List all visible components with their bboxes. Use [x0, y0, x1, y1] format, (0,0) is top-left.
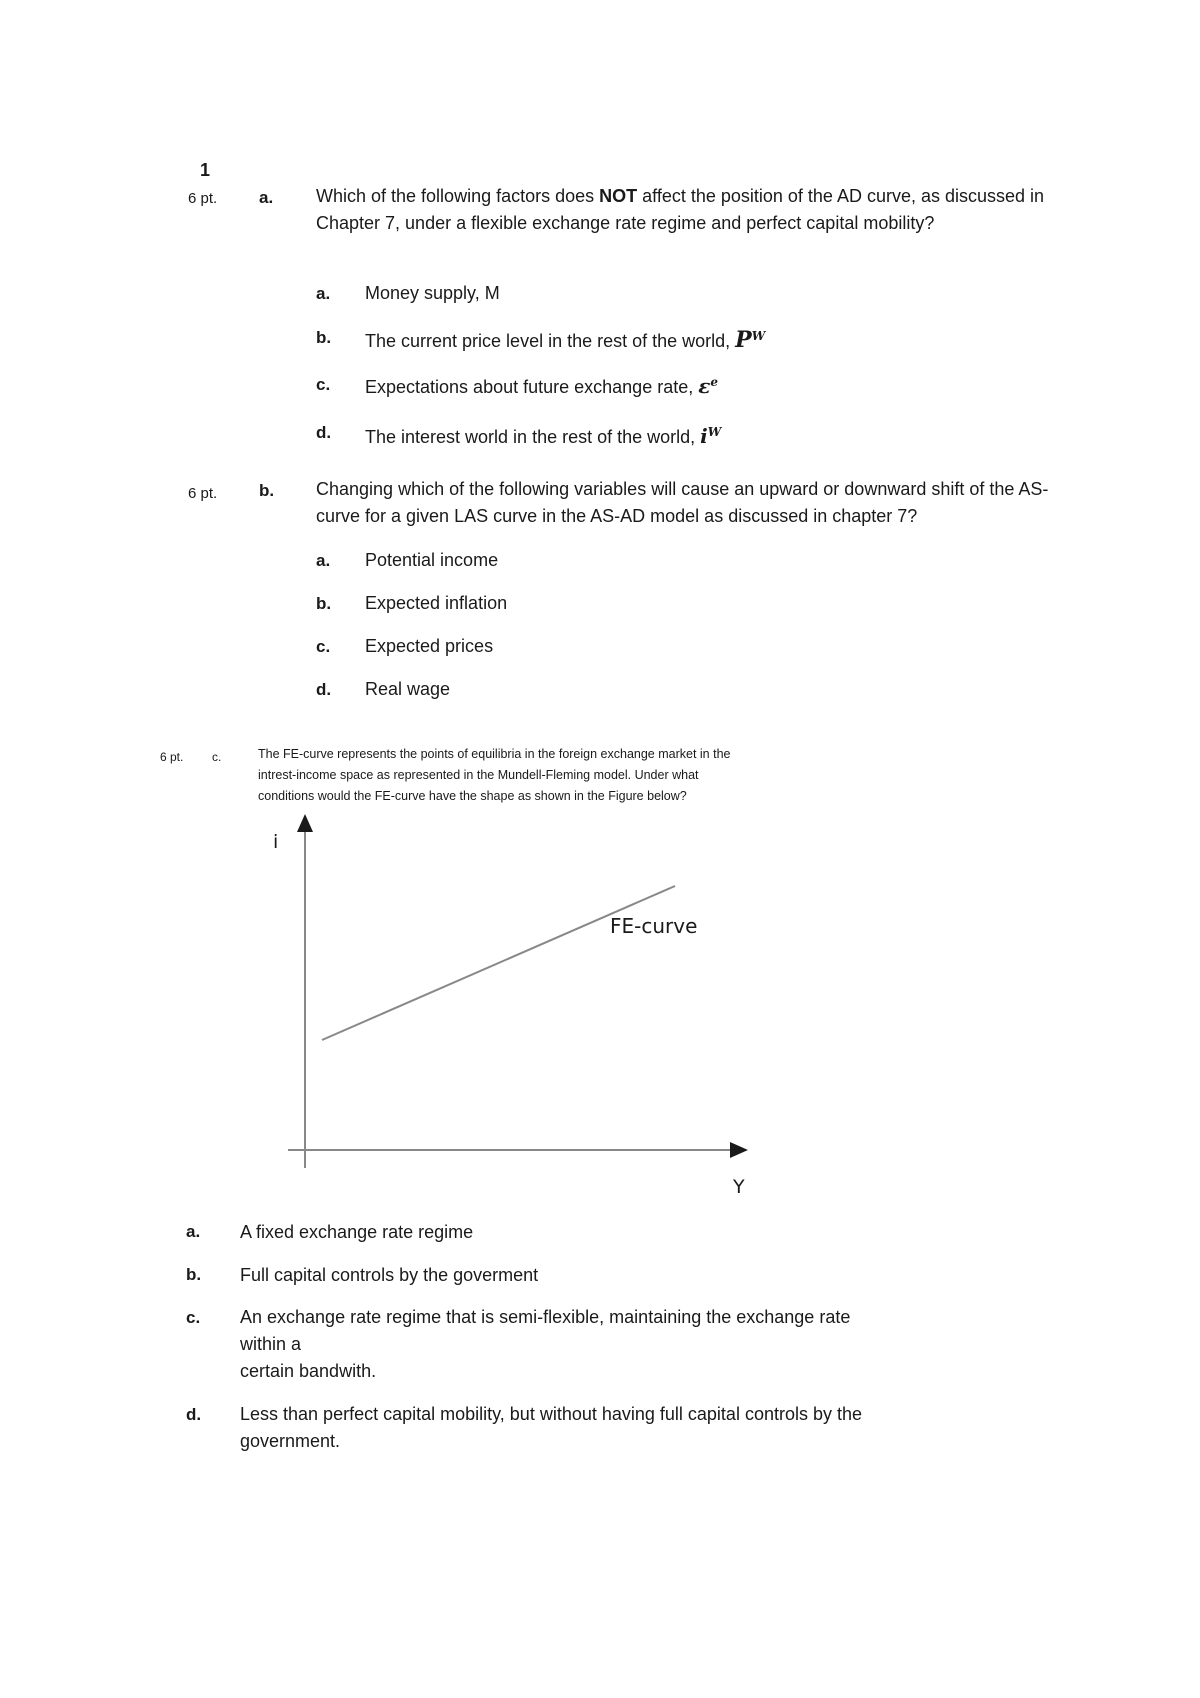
part-b-question: Changing which of the following variables will cause an upward or downward shift of the AS-curve for a given LAS curve in the AS-AD model as discussed in chapter 7?: [316, 479, 1049, 526]
option-letter: a.: [316, 284, 331, 303]
option-letter: c.: [316, 637, 331, 656]
part-a-letter: a.: [259, 188, 274, 207]
part-a-emphasis: NOT: [599, 186, 638, 206]
option-text: The interest world in the rest of the world, $i^W$: [365, 424, 722, 448]
option-text: Potential income: [365, 550, 499, 570]
question-number: 1: [200, 160, 211, 180]
part-b-letter: b.: [259, 481, 275, 500]
option-letter: b.: [316, 594, 332, 613]
part-a-points: 6 pt.: [188, 190, 218, 207]
part-c-question: The FE-curve represents the points of equilibria in the foreign exchange market in the intrest-income space as represented in the Mundell-Fleming model. Under what conditions would the FE-curve have the shape as shown in the Figure below?: [258, 747, 731, 803]
fe-curve-label: FE-curve: [610, 914, 698, 938]
option-letter: a.: [186, 1222, 201, 1241]
option-letter: b.: [316, 328, 332, 347]
fe-curve-line: [322, 886, 675, 1040]
option-letter: d.: [316, 680, 332, 699]
option-text: Money supply, M: [365, 283, 500, 303]
part-b-points: 6 pt.: [188, 485, 218, 502]
part-c-points: 6 pt.: [160, 750, 184, 764]
option-text: Expectations about future exchange rate, $\varepsilon^e$: [365, 374, 719, 398]
option-letter: d.: [186, 1405, 202, 1424]
option-text: Expected prices: [365, 636, 494, 656]
option-text: Real wage: [365, 679, 451, 699]
option-letter: c.: [186, 1308, 201, 1327]
part-c-letter: c.: [212, 750, 222, 764]
option-text: Less than perfect capital mobility, but without having full capital controls by the government.: [240, 1404, 863, 1451]
option-text: Expected inflation: [365, 593, 508, 613]
option-letter: b.: [186, 1265, 202, 1284]
option-text: The current price level in the rest of the world, $P^W$: [365, 327, 766, 353]
option-text: Full capital controls by the goverment: [240, 1265, 539, 1285]
option-letter: c.: [316, 375, 331, 394]
option-text: An exchange rate regime that is semi-flexible, maintaining the exchange rate within a certain bandwith.: [240, 1307, 851, 1381]
option-text: A fixed exchange rate regime: [240, 1222, 474, 1242]
part-a-question: Which of the following factors does NOT affect the position of the AD curve, as discussed in Chapter 7, under a flexible exchange rate regime and perfect capital mobility?: [316, 186, 1045, 233]
y-axis-label: i: [273, 831, 279, 853]
fe-curve-figure: [250, 810, 770, 1210]
x-axis-label: Y: [733, 1176, 745, 1198]
option-letter: a.: [316, 551, 331, 570]
option-letter: d.: [316, 423, 332, 442]
